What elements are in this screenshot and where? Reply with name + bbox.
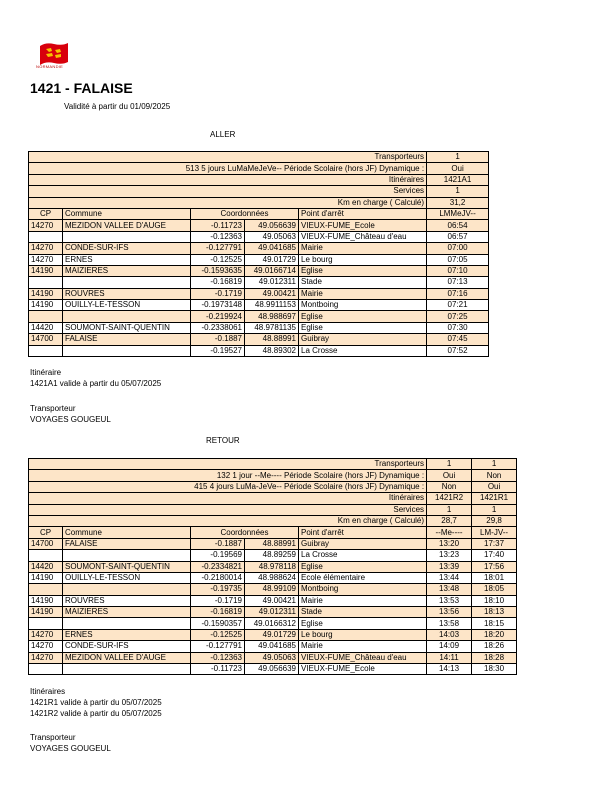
latitude-cell: 49.056639 [245, 220, 299, 231]
validity-date: Validité à partir du 01/09/2025 [64, 102, 171, 111]
column-header-days: LM-JV-- [472, 527, 517, 538]
time-cell: 18:20 [472, 629, 517, 640]
itinerary-notes-retour [30, 686, 162, 719]
latitude-cell: 49.012311 [245, 277, 299, 288]
header-label: 415 4 jours LuMa-JeVe-- Période Scolaire (hors JF) Dynamique : [29, 481, 427, 492]
cp-cell: 14270 [29, 652, 63, 663]
table-row [29, 618, 517, 629]
commune-cell [63, 550, 191, 561]
header-value: 1 [472, 504, 517, 515]
commune-cell [63, 231, 191, 242]
cp-cell: 14190 [29, 595, 63, 606]
header-value: Non [427, 481, 472, 492]
latitude-cell: 48.89259 [245, 550, 299, 561]
time-cell: 07:13 [427, 277, 489, 288]
stop-cell: Montboing [299, 584, 427, 595]
latitude-cell: 49.01729 [245, 254, 299, 265]
commune-cell: SOUMONT-SAINT-QUENTIN [63, 322, 191, 333]
longitude-cell: -0.12363 [191, 231, 245, 242]
table-row [29, 300, 489, 311]
time-cell: 07:52 [427, 345, 489, 356]
latitude-cell: 49.05063 [245, 652, 299, 663]
time-cell: 18:15 [472, 618, 517, 629]
stop-cell: VIEUX-FUME_Ecole [299, 220, 427, 231]
time-cell: 13:23 [427, 550, 472, 561]
latitude-cell: 49.00421 [245, 595, 299, 606]
table-row [29, 550, 517, 561]
stop-cell: La Crosse [299, 550, 427, 561]
header-row [29, 197, 489, 208]
table-row [29, 538, 517, 549]
header-value: 31,2 [427, 197, 489, 208]
commune-cell: MAIZIERES [63, 607, 191, 618]
latitude-cell: 49.041685 [245, 243, 299, 254]
header-label: 132 1 jour --Me---- Période Scolaire (hors JF) Dynamique : [29, 470, 427, 481]
header-row [29, 163, 489, 174]
table-row [29, 641, 517, 652]
stop-cell: Guibray [299, 334, 427, 345]
header-value: Oui [427, 470, 472, 481]
carrier-notes-retour [30, 732, 111, 754]
time-cell: 14:13 [427, 664, 472, 675]
cp-cell: 14420 [29, 322, 63, 333]
stop-cell: Mairie [299, 595, 427, 606]
table-row [29, 220, 489, 231]
cp-cell [29, 231, 63, 242]
time-cell: 14:11 [427, 652, 472, 663]
stop-cell: Mairie [299, 243, 427, 254]
latitude-cell: 48.978118 [245, 561, 299, 572]
latitude-cell: 48.988697 [245, 311, 299, 322]
cp-cell [29, 550, 63, 561]
stop-cell: Guibray [299, 538, 427, 549]
header-row [29, 152, 489, 163]
longitude-cell: -0.19735 [191, 584, 245, 595]
column-header-days: --Me---- [427, 527, 472, 538]
commune-cell: MEZIDON VALLEE D'AUGE [63, 220, 191, 231]
commune-cell: CONDE-SUR-IFS [63, 641, 191, 652]
time-cell: 18:26 [472, 641, 517, 652]
carrier-notes-aller [30, 403, 111, 425]
cp-cell: 14270 [29, 254, 63, 265]
commune-cell [63, 345, 191, 356]
header-value: Non [472, 470, 517, 481]
longitude-cell: -0.2334821 [191, 561, 245, 572]
latitude-cell: 49.056639 [245, 664, 299, 675]
stop-cell: Eglise [299, 311, 427, 322]
time-cell: 07:25 [427, 311, 489, 322]
longitude-cell: -0.1887 [191, 538, 245, 549]
header-row [29, 493, 517, 504]
time-cell: 07:05 [427, 254, 489, 265]
header-value: 1 [472, 459, 517, 470]
column-header-commune: Commune [63, 208, 191, 219]
latitude-cell: 48.99109 [245, 584, 299, 595]
latitude-cell: 48.89302 [245, 345, 299, 356]
header-value: 1421A1 [427, 174, 489, 185]
longitude-cell: -0.1973148 [191, 300, 245, 311]
stop-cell: Eglise [299, 265, 427, 276]
latitude-cell: 49.012311 [245, 607, 299, 618]
header-row [29, 481, 517, 492]
header-row [29, 459, 517, 470]
latitude-cell: 49.0166714 [245, 265, 299, 276]
time-cell: 06:54 [427, 220, 489, 231]
header-label: Transporteurs [29, 152, 427, 163]
latitude-cell: 48.9781135 [245, 322, 299, 333]
header-value: Oui [472, 481, 517, 492]
logo-text: NORMANDIE [36, 64, 64, 69]
longitude-cell: -0.1719 [191, 288, 245, 299]
time-cell: 06:57 [427, 231, 489, 242]
cp-cell: 14190 [29, 607, 63, 618]
longitude-cell: -0.16819 [191, 277, 245, 288]
itinerary-title: Itinéraire [30, 368, 62, 377]
table-row [29, 629, 517, 640]
cp-cell: 14190 [29, 265, 63, 276]
time-cell: 13:20 [427, 538, 472, 549]
itinerary-line: 1421R1 valide à partir du 05/07/2025 [30, 698, 162, 707]
header-value: 1421R2 [427, 493, 472, 504]
time-cell: 07:30 [427, 322, 489, 333]
header-label: Transporteurs [29, 459, 427, 470]
latitude-cell: 49.041685 [245, 641, 299, 652]
table-row [29, 311, 489, 322]
cp-cell: 14700 [29, 538, 63, 549]
column-header-coords: Coordonnées [191, 208, 299, 219]
header-row [29, 174, 489, 185]
time-cell: 18:13 [472, 607, 517, 618]
itinerary-notes-aller [30, 367, 161, 389]
table-row [29, 243, 489, 254]
header-value: 29,8 [472, 515, 517, 526]
table-row [29, 288, 489, 299]
carrier-name: VOYAGES GOUGEUL [30, 744, 111, 753]
column-header-days: LMMeJV-- [427, 208, 489, 219]
longitude-cell: -0.12525 [191, 629, 245, 640]
stop-cell: Mairie [299, 641, 427, 652]
header-row [29, 504, 517, 515]
cp-cell: 14270 [29, 243, 63, 254]
commune-cell [63, 584, 191, 595]
table-row [29, 595, 517, 606]
stop-cell: La Crosse [299, 345, 427, 356]
commune-cell [63, 311, 191, 322]
header-label: Itinéraires [29, 174, 427, 185]
time-cell: 13:58 [427, 618, 472, 629]
stop-cell: VIEUX-FUME_Château d'eau [299, 231, 427, 242]
table-row [29, 345, 489, 356]
table-row [29, 607, 517, 618]
header-label: 513 5 jours LuMaMeJeVe-- Période Scolaire (hors JF) Dynamique : [29, 163, 427, 174]
header-row [29, 515, 517, 526]
commune-cell: MEZIDON VALLEE D'AUGE [63, 652, 191, 663]
commune-cell: FALAISE [63, 334, 191, 345]
cp-cell [29, 584, 63, 595]
cp-cell: 14270 [29, 641, 63, 652]
time-cell: 07:16 [427, 288, 489, 299]
time-cell: 17:37 [472, 538, 517, 549]
timetable-retour [28, 458, 517, 675]
stop-cell: Stade [299, 607, 427, 618]
commune-cell: MAIZIERES [63, 265, 191, 276]
stop-cell: Ecole élémentaire [299, 572, 427, 583]
cp-cell [29, 664, 63, 675]
longitude-cell: -0.16819 [191, 607, 245, 618]
column-header-coords: Coordonnées [191, 527, 299, 538]
column-header-row [29, 527, 517, 538]
longitude-cell: -0.1887 [191, 334, 245, 345]
longitude-cell: -0.127791 [191, 641, 245, 652]
table-row [29, 561, 517, 572]
table-row [29, 231, 489, 242]
header-value: 1 [427, 459, 472, 470]
time-cell: 13:56 [427, 607, 472, 618]
latitude-cell: 48.9911153 [245, 300, 299, 311]
header-label: Itinéraires [29, 493, 427, 504]
stop-cell: Le bourg [299, 254, 427, 265]
table-row [29, 254, 489, 265]
stop-cell: Montboing [299, 300, 427, 311]
stop-cell: Stade [299, 277, 427, 288]
commune-cell [63, 664, 191, 675]
cp-cell: 14700 [29, 334, 63, 345]
longitude-cell: -0.1719 [191, 595, 245, 606]
stop-cell: Mairie [299, 288, 427, 299]
longitude-cell: -0.2180014 [191, 572, 245, 583]
time-cell: 13:53 [427, 595, 472, 606]
table-row [29, 652, 517, 663]
stop-cell: Eglise [299, 561, 427, 572]
column-header-stop: Point d'arrêt [299, 208, 427, 219]
column-header-cp: CP [29, 208, 63, 219]
commune-cell: CONDE-SUR-IFS [63, 243, 191, 254]
stop-cell: Eglise [299, 322, 427, 333]
longitude-cell: -0.11723 [191, 664, 245, 675]
column-header-stop: Point d'arrêt [299, 527, 427, 538]
time-cell: 17:40 [472, 550, 517, 561]
latitude-cell: 49.00421 [245, 288, 299, 299]
section-title-retour: RETOUR [206, 436, 240, 445]
table-row [29, 322, 489, 333]
column-header-cp: CP [29, 527, 63, 538]
stop-cell: VIEUX-FUME_Ecole [299, 664, 427, 675]
cp-cell: 14190 [29, 300, 63, 311]
header-label: Km en charge ( Calculé) [29, 515, 427, 526]
page-title: 1421 - FALAISE [30, 80, 133, 96]
commune-cell: OUILLY-LE-TESSON [63, 572, 191, 583]
header-row [29, 470, 517, 481]
header-value: Oui [427, 163, 489, 174]
commune-cell: FALAISE [63, 538, 191, 549]
carrier-title: Transporteur [30, 404, 76, 413]
time-cell: 18:28 [472, 652, 517, 663]
time-cell: 07:00 [427, 243, 489, 254]
time-cell: 18:05 [472, 584, 517, 595]
itinerary-line: 1421R2 valide à partir du 05/07/2025 [30, 709, 162, 718]
header-label: Km en charge ( Calculé) [29, 197, 427, 208]
itinerary-title: Itinéraires [30, 687, 66, 696]
commune-cell: ERNES [63, 629, 191, 640]
commune-cell: ROUVRES [63, 288, 191, 299]
table-row [29, 584, 517, 595]
commune-cell [63, 277, 191, 288]
table-row [29, 334, 489, 345]
header-value: 1 [427, 152, 489, 163]
cp-cell: 14190 [29, 288, 63, 299]
time-cell: 13:39 [427, 561, 472, 572]
time-cell: 18:10 [472, 595, 517, 606]
time-cell: 18:01 [472, 572, 517, 583]
header-label: Services [29, 504, 427, 515]
table-row [29, 664, 517, 675]
cp-cell: 14270 [29, 629, 63, 640]
time-cell: 07:21 [427, 300, 489, 311]
longitude-cell: -0.19527 [191, 345, 245, 356]
carrier-title: Transporteur [30, 733, 76, 742]
longitude-cell: -0.19569 [191, 550, 245, 561]
longitude-cell: -0.1590357 [191, 618, 245, 629]
latitude-cell: 48.88991 [245, 538, 299, 549]
time-cell: 13:44 [427, 572, 472, 583]
cp-cell: 14270 [29, 220, 63, 231]
longitude-cell: -0.12525 [191, 254, 245, 265]
timetable-aller [28, 151, 489, 357]
latitude-cell: 49.0166312 [245, 618, 299, 629]
header-value: 28,7 [427, 515, 472, 526]
stop-cell: VIEUX-FUME_Château d'eau [299, 652, 427, 663]
commune-cell: ROUVRES [63, 595, 191, 606]
latitude-cell: 48.988624 [245, 572, 299, 583]
latitude-cell: 48.88991 [245, 334, 299, 345]
cp-cell [29, 311, 63, 322]
stop-cell: Eglise [299, 618, 427, 629]
commune-cell [63, 618, 191, 629]
latitude-cell: 49.05063 [245, 231, 299, 242]
table-row [29, 572, 517, 583]
cp-cell [29, 277, 63, 288]
table-row [29, 265, 489, 276]
time-cell: 14:09 [427, 641, 472, 652]
commune-cell: ERNES [63, 254, 191, 265]
cp-cell: 14420 [29, 561, 63, 572]
longitude-cell: -0.2338061 [191, 322, 245, 333]
table-row [29, 277, 489, 288]
time-cell: 14:03 [427, 629, 472, 640]
cp-cell: 14190 [29, 572, 63, 583]
latitude-cell: 49.01729 [245, 629, 299, 640]
longitude-cell: -0.1593635 [191, 265, 245, 276]
column-header-row [29, 208, 489, 219]
column-header-commune: Commune [63, 527, 191, 538]
longitude-cell: -0.127791 [191, 243, 245, 254]
stop-cell: Le bourg [299, 629, 427, 640]
time-cell: 07:45 [427, 334, 489, 345]
commune-cell: SOUMONT-SAINT-QUENTIN [63, 561, 191, 572]
carrier-name: VOYAGES GOUGEUL [30, 415, 111, 424]
itinerary-line: 1421A1 valide à partir du 05/07/2025 [30, 379, 162, 388]
longitude-cell: -0.11723 [191, 220, 245, 231]
cp-cell [29, 618, 63, 629]
time-cell: 13:48 [427, 584, 472, 595]
header-value: 1 [427, 504, 472, 515]
time-cell: 07:10 [427, 265, 489, 276]
time-cell: 18:30 [472, 664, 517, 675]
cp-cell [29, 345, 63, 356]
header-value: 1 [427, 186, 489, 197]
section-title-aller: ALLER [210, 130, 236, 139]
longitude-cell: -0.12363 [191, 652, 245, 663]
header-value: 1421R1 [472, 493, 517, 504]
time-cell: 17:56 [472, 561, 517, 572]
longitude-cell: -0.219924 [191, 311, 245, 322]
commune-cell: OUILLY-LE-TESSON [63, 300, 191, 311]
header-row [29, 186, 489, 197]
header-label: Services [29, 186, 427, 197]
